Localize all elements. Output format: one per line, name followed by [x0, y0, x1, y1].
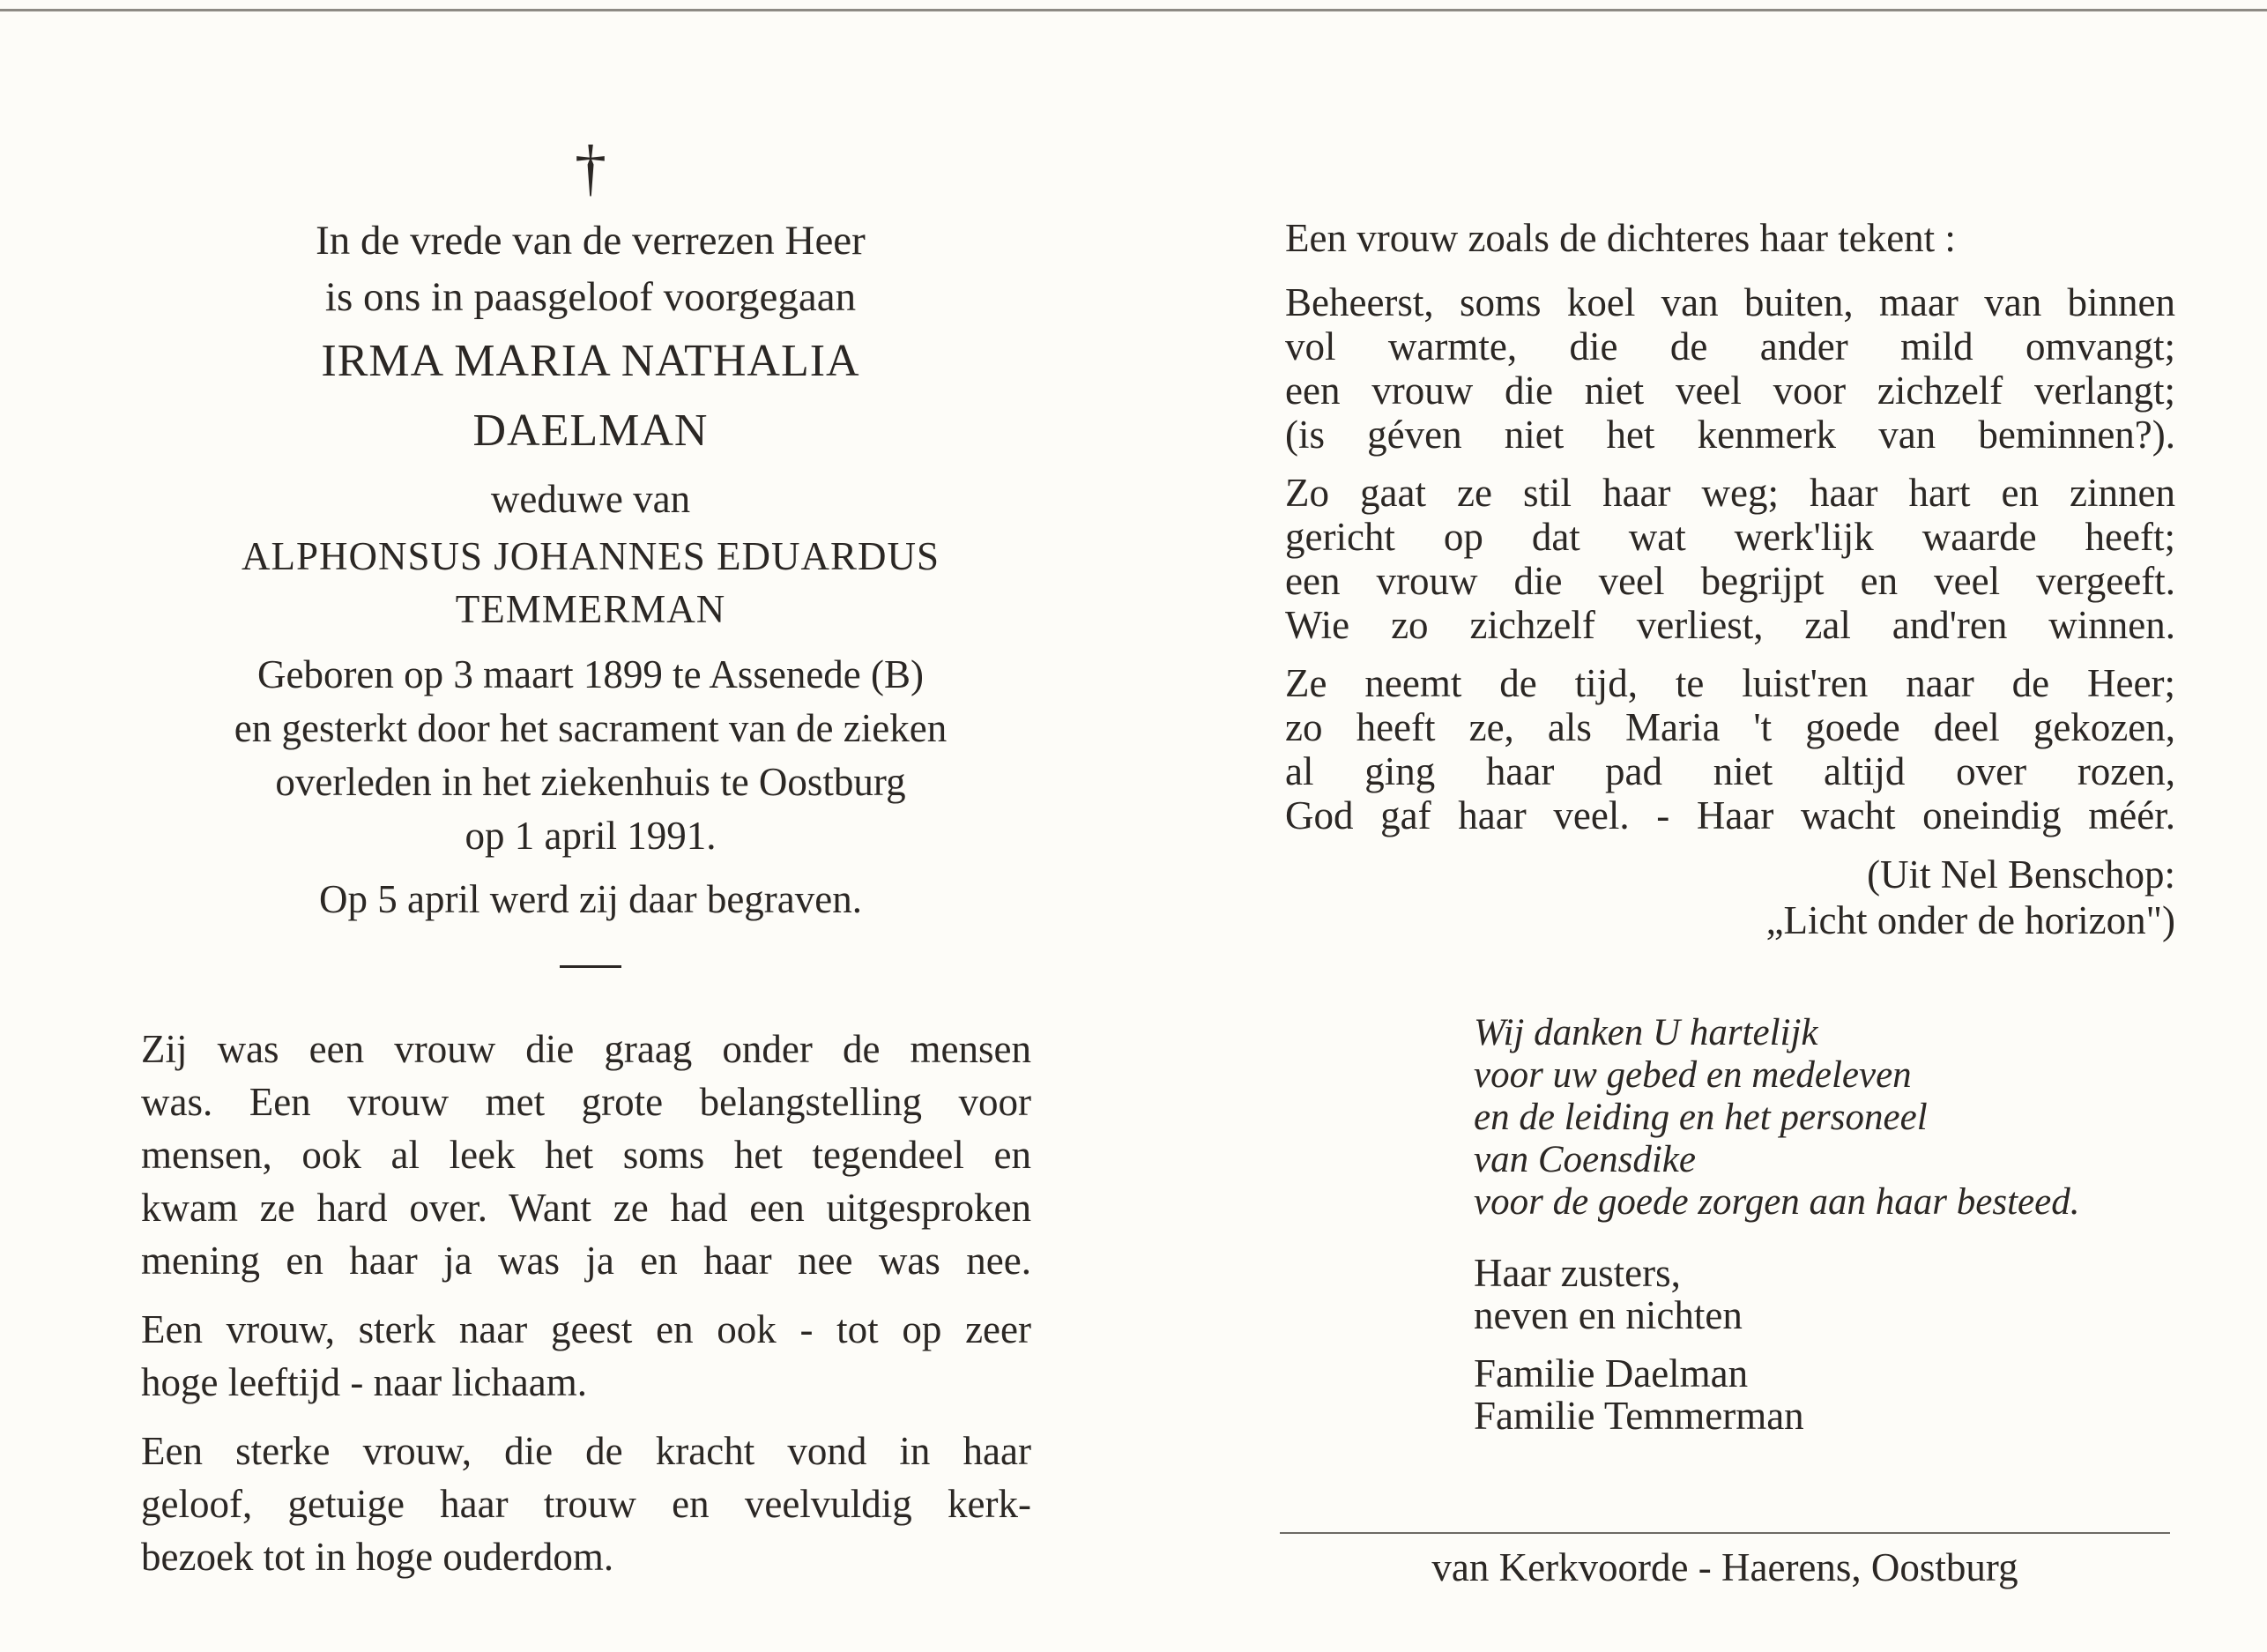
thanks-line: Wij danken U hartelijk [1474, 1012, 1818, 1053]
thanks-line: en de leiding en het personeel [1474, 1097, 1928, 1138]
poem-line: een vrouw die niet veel voor zichzelf verlangt; [1285, 368, 2175, 413]
cross-icon: † [575, 132, 606, 203]
deceased-name [141, 325, 1040, 465]
biography [141, 648, 1040, 863]
deceased-surname: DAELMAN [472, 406, 709, 456]
spouse-name [141, 530, 1040, 636]
tribute-line: geloof, getuige haar trouw en veelvuldig kerk- [141, 1482, 1031, 1526]
families-signature [1474, 1352, 2179, 1437]
tribute-paragraph [141, 1425, 1031, 1583]
poem-line: gericht op dat wat werk'lijk waarde heeft; [1285, 515, 2175, 559]
tribute-line: Een vrouw, sterk naar geest en ook - tot op zeer [141, 1307, 1031, 1351]
bio-line: op 1 april 1991. [465, 814, 717, 858]
printer-credit: van Kerkvoorde - Haerens, Oostburg [1431, 1545, 2018, 1589]
section-divider [560, 965, 621, 968]
widow-of-label: weduwe van [490, 477, 691, 521]
announcement-section [141, 128, 1040, 968]
family-line: Familie Temmerman [1474, 1394, 1804, 1438]
intro-text [141, 212, 1040, 325]
poem-line: God gaf haar veel. - Haar wacht oneindig méér. [1285, 793, 2175, 837]
thanks-line: voor de goede zorgen aan haar besteed. [1474, 1181, 2080, 1223]
intro-line: In de vrede van de verrezen Heer [316, 218, 866, 264]
poem-section [1285, 212, 2175, 943]
top-border-line [0, 9, 2267, 11]
tribute-line: was. Een vrouw met grote belangstelling voor [141, 1080, 1031, 1124]
tribute-line: hoge leeftijd - naar lichaam. [141, 1360, 588, 1404]
bio-line: Geboren op 3 maart 1899 te Assenede (B) [256, 652, 925, 696]
tribute-paragraph [141, 1303, 1031, 1409]
tribute-line: kwam ze hard over. Want ze had een uitgesproken [141, 1186, 1031, 1230]
thanks-section [1474, 1012, 2179, 1453]
tribute-line: Een sterke vrouw, die de kracht vond in haar [141, 1429, 1031, 1473]
tribute-line: Zij was een vrouw die graag onder de mensen [141, 1027, 1031, 1071]
poem-line: vol warmte, die de ander mild omvangt; [1285, 324, 2175, 368]
poem-line: Beheerst, soms koel van buiten, maar van binnen [1285, 280, 2175, 324]
poem-line: een vrouw die veel begrijpt en veel vergeeft. [1285, 559, 2175, 603]
poem-intro: Een vrouw zoals de dichteres haar tekent : [1285, 216, 1956, 260]
printer-divider [1280, 1532, 2170, 1534]
relatives-line: Haar zusters, [1474, 1251, 1681, 1295]
poem-line: al ging haar pad niet altijd over rozen, [1285, 749, 2175, 793]
poem-stanza [1285, 661, 2175, 837]
poem-line: Wie zo zichzelf verliest, zal and'ren winnen. [1285, 603, 2175, 647]
poem-source-author: (Uit Nel Benschop: [1867, 852, 2175, 897]
spouse-given-names: ALPHONSUS JOHANNES EDUARDUS [241, 534, 940, 578]
relatives-line: neven en nichten [1474, 1293, 1743, 1337]
tribute-line: bezoek tot in hoge ouderdom. [141, 1535, 614, 1579]
poem-line: zo heeft ze, als Maria 't goede deel gekozen, [1285, 705, 2175, 749]
poem-line: Zo gaat ze stil haar weg; haar hart en zinnen [1285, 471, 2175, 515]
poem-line: (is géven niet het kenmerk van beminnen?). [1285, 413, 2175, 457]
tribute-line: mening en haar ja was ja en haar nee was nee. [141, 1239, 1031, 1283]
tribute-paragraph [141, 1023, 1031, 1287]
deceased-given-names: IRMA MARIA NATHALIA [321, 336, 860, 386]
thanks-text [1474, 1012, 2179, 1224]
poem-line: Ze neemt de tijd, te luist'ren naar de Heer; [1285, 661, 2175, 705]
bio-line: overleden in het ziekenhuis te Oostburg [275, 760, 906, 804]
tribute-line: mensen, ook al leek het soms het tegendeel en [141, 1133, 1031, 1177]
poem-source-title: „Licht onder de horizon") [1765, 898, 2175, 942]
relatives-signature [1474, 1252, 2179, 1336]
bio-line: en gesterkt door het sacrament van de zieken [234, 706, 948, 750]
intro-line: is ons in paasgeloof voorgegaan [324, 274, 857, 320]
burial-text: Op 5 april werd zij daar begraven. [319, 877, 862, 921]
family-line: Familie Daelman [1474, 1351, 1749, 1395]
poem-source [1285, 852, 2175, 943]
thanks-line: voor uw gebed en medeleven [1474, 1054, 1912, 1096]
poem-stanza [1285, 471, 2175, 647]
spouse-surname: TEMMERMAN [455, 587, 726, 631]
tribute-section [141, 1023, 1031, 1599]
thanks-line: van Coensdike [1474, 1139, 1696, 1180]
poem-stanza [1285, 280, 2175, 457]
